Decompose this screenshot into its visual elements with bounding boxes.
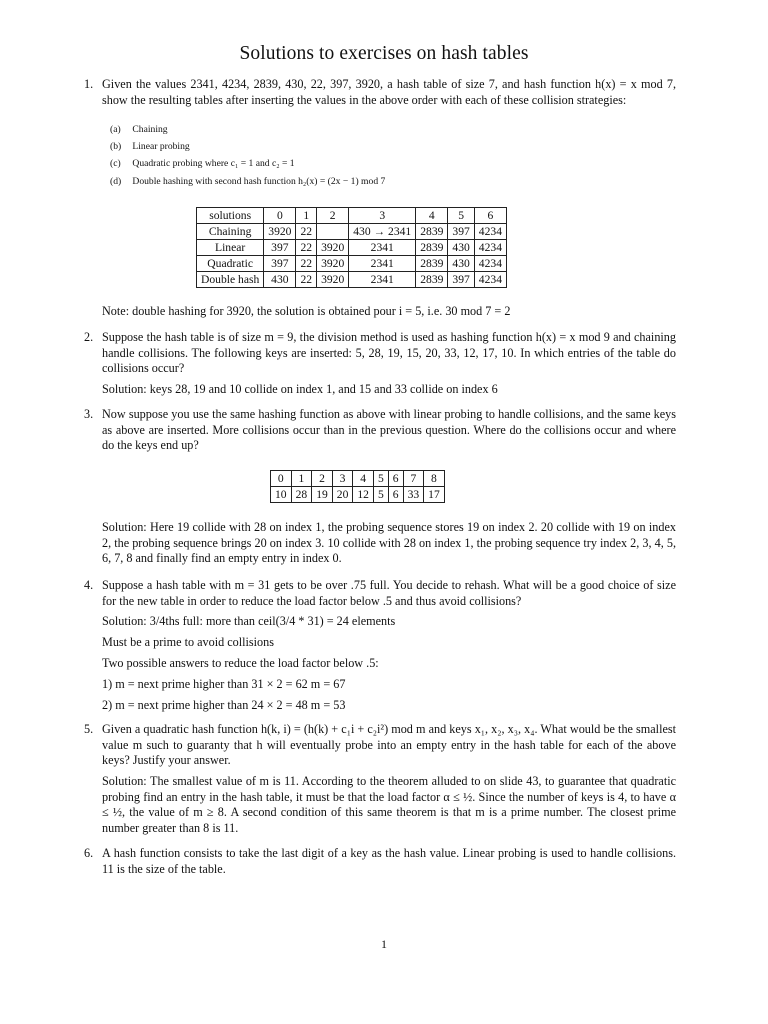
- table-cell: 4: [416, 208, 448, 224]
- subitem-text: Chaining: [132, 124, 168, 135]
- table-cell: 2341: [349, 240, 416, 256]
- subitem-text: Double hashing with second hash function h₂(x) = (2x − 1) mod 7: [132, 176, 386, 187]
- q6-text: A hash function consists to take the last digit of a key as the hash value. Linear probing is used to handle collisions. 11 is the size of the table.: [102, 846, 676, 876]
- table-cell: 5: [373, 487, 388, 503]
- q2-solution: Solution: keys 28, 19 and 10 collide on index 1, and 15 and 33 collide on index 6: [102, 382, 498, 396]
- table-cell: 4234: [474, 272, 506, 288]
- table-cell: 33: [403, 487, 424, 503]
- table-cell: 28: [291, 487, 312, 503]
- table-cell: 397: [448, 272, 474, 288]
- q3-results-table: [270, 470, 445, 503]
- q5-number: 5.: [84, 722, 94, 736]
- table-cell: 2: [317, 208, 349, 224]
- table-cell: 2839: [416, 224, 448, 240]
- table-header-row: [271, 471, 445, 487]
- table-cell: 4234: [474, 256, 506, 272]
- q3-text: Now suppose you use the same hashing function as above with linear probing to handle collisions, and the same keys as above are inserted. More collisions occur than in the previous question. Where do the collisions occur and where do the keys end up?: [102, 407, 676, 453]
- table-cell: 4234: [474, 240, 506, 256]
- table-cell: 10: [271, 487, 292, 503]
- page-number: 1: [381, 937, 387, 951]
- table-cell: 0: [271, 471, 292, 487]
- q5-solution: Solution: The smallest value of m is 11. According to the theorem alluded to on slide 43, to guarantee that quadratic probing find an entry in the hash table, it must be that the load factor α ≤ ½. Since the number of keys is 4, to have α ≤ ½, the value of m ≥ 8. A second condition of this same theorem is that m is a prime number. The closest prime number greater than 8 is 11.: [102, 774, 676, 835]
- q2-number: 2.: [84, 330, 94, 344]
- subitem-text: Quadratic probing where c₁ = 1 and c₂ = 1: [132, 158, 295, 169]
- q4-solution-line: Must be a prime to avoid collisions: [102, 635, 274, 649]
- table-cell: 6: [388, 487, 403, 503]
- table-cell: 430: [264, 272, 296, 288]
- table-cell: 1: [296, 208, 317, 224]
- table-row: [271, 487, 445, 503]
- table-cell: [317, 224, 349, 240]
- table-cell: 397: [264, 256, 296, 272]
- table-cell: 8: [424, 471, 445, 487]
- subitem-label: (b): [110, 141, 122, 152]
- table-cell: 2839: [416, 240, 448, 256]
- q3-solution: Solution: Here 19 collide with 28 on index 1, the probing sequence stores 19 on index 2. 20 collide with 19 on index 2, the probing sequence brings 20 on index 3. 10 collide with 28 on index 1, the probing sequence try index 2, 3, 4, 5, 6, 7, 8 and finally find an empty entry in index 0.: [102, 520, 676, 566]
- q3-number: 3.: [84, 407, 94, 421]
- table-cell: 3920: [317, 272, 349, 288]
- q1-subitem-a: [110, 124, 168, 136]
- q4-solution-line: Solution: 3/4ths full: more than ceil(3/4 * 31) = 24 elements: [102, 614, 396, 628]
- table-header-row: [197, 208, 507, 224]
- table-cell: 6: [474, 208, 506, 224]
- table-cell: 7: [403, 471, 424, 487]
- table-cell: 22: [296, 240, 317, 256]
- table-cell: 17: [424, 487, 445, 503]
- table-cell: 3: [349, 208, 416, 224]
- table-cell: 2839: [416, 256, 448, 272]
- table-cell: 1: [291, 471, 312, 487]
- q4-text: Suppose a hash table with m = 31 gets to be over .75 full. You decide to rehash. What will be a good choice of size for the new table in order to reduce the load factor below .5 and thus avoid collisions?: [102, 578, 676, 608]
- table-cell: solutions: [197, 208, 264, 224]
- subitem-text: Linear probing: [132, 141, 190, 152]
- table-cell: Double hash: [197, 272, 264, 288]
- subitem-label: (d): [110, 176, 122, 187]
- table-cell: 3: [332, 471, 353, 487]
- page-title: Solutions to exercises on hash tables: [239, 43, 529, 64]
- table-cell: 4: [353, 471, 374, 487]
- q1-text: Given the values 2341, 4234, 2839, 430, 22, 397, 3920, a hash table of size 7, and hash function h(x) = x mod 7, show the resulting tables after inserting the values in the above order with each of these collision strategies:: [102, 77, 676, 107]
- q6-number: 6.: [84, 846, 94, 860]
- table-cell: 0: [264, 208, 296, 224]
- table-cell: 2839: [416, 272, 448, 288]
- table-cell: 3920: [317, 240, 349, 256]
- q1-results-table: [196, 207, 507, 288]
- table-cell: 5: [373, 471, 388, 487]
- q4-solution-line: 2) m = next prime higher than 24 × 2 = 48 m = 53: [102, 698, 346, 712]
- table-cell: 6: [388, 471, 403, 487]
- table-row: [197, 272, 507, 288]
- table-cell: Quadratic: [197, 256, 264, 272]
- table-cell: 3920: [317, 256, 349, 272]
- table-cell: 2341: [349, 256, 416, 272]
- q4-solution-line: 1) m = next prime higher than 31 × 2 = 62 m = 67: [102, 677, 346, 691]
- table-row: [197, 224, 507, 240]
- table-cell: 3920: [264, 224, 296, 240]
- table-row: [197, 240, 507, 256]
- table-cell: 12: [353, 487, 374, 503]
- table-cell: 2: [312, 471, 333, 487]
- table-cell: 19: [312, 487, 333, 503]
- table-cell: 430 → 2341: [349, 224, 416, 240]
- table-cell: 4234: [474, 224, 506, 240]
- table-cell: 430: [448, 240, 474, 256]
- q2-text: Suppose the hash table is of size m = 9, the division method is used as hashing function h(x) = x mod 9 and chaining handle collisions. The following keys are inserted: 5, 28, 19, 15, 20, 33, 12, 17, 10. In which entries of the table do collisions occur?: [102, 330, 676, 376]
- q1-number: 1.: [84, 77, 94, 91]
- table-cell: 397: [448, 224, 474, 240]
- subitem-label: (c): [110, 158, 121, 169]
- q1-subitem-c: [110, 158, 295, 170]
- table-cell: Chaining: [197, 224, 264, 240]
- q4-number: 4.: [84, 578, 94, 592]
- table-cell: 22: [296, 224, 317, 240]
- subitem-label: (a): [110, 124, 121, 135]
- q1-note: Note: double hashing for 3920, the solution is obtained pour i = 5, i.e. 30 mod 7 = 2: [102, 304, 511, 318]
- q1-subitem-b: [110, 141, 190, 153]
- table-cell: 430: [448, 256, 474, 272]
- table-cell: 22: [296, 256, 317, 272]
- table-cell: 397: [264, 240, 296, 256]
- table-cell: 5: [448, 208, 474, 224]
- table-row: [197, 256, 507, 272]
- table-cell: 22: [296, 272, 317, 288]
- table-cell: Linear: [197, 240, 264, 256]
- q4-solution-line: Two possible answers to reduce the load factor below .5:: [102, 656, 379, 670]
- table-cell: 2341: [349, 272, 416, 288]
- q5-text: Given a quadratic hash function h(k, i) = (h(k) + c₁i + c₂i²) mod m and keys x₁, x₂, x₃, x₄. What would be the smallest value m such to guaranty that h will eventually probe into an empty entry in the hash table for each of the above keys? Justify your answer.: [102, 722, 676, 768]
- table-cell: 20: [332, 487, 353, 503]
- q1-subitem-d: [110, 176, 385, 188]
